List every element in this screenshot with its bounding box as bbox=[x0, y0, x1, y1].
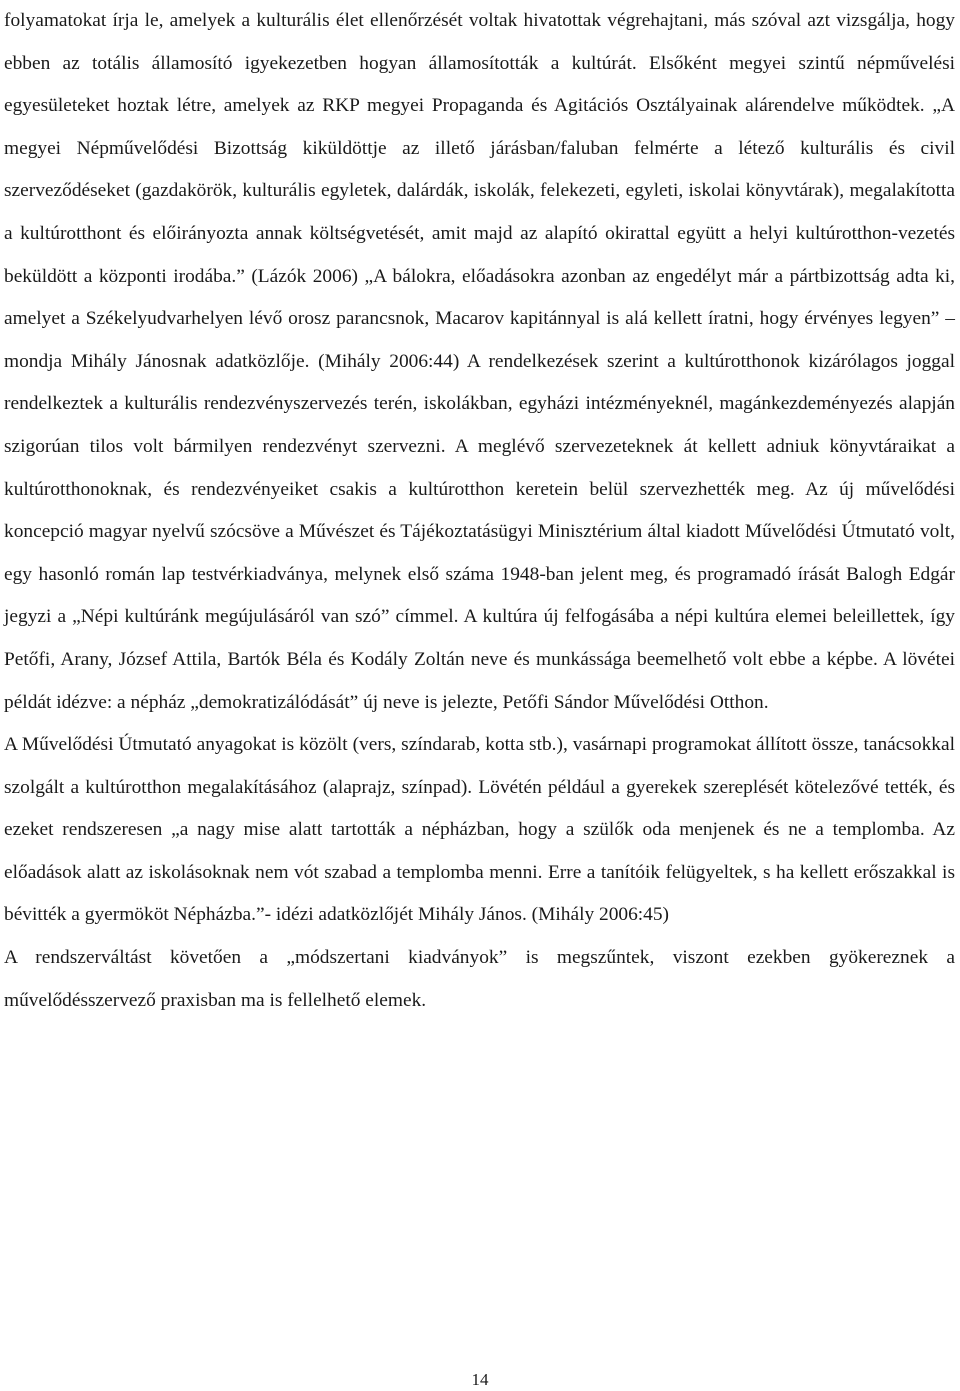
page-number: 14 bbox=[471, 1370, 489, 1389]
paragraph: A rendszerváltást követően a „módszertani kiadványok” is megszűntek, viszont ezekben gyökereznek a művelődésszervező praxisban ma is fellelhető elemek. bbox=[4, 947, 955, 1011]
body-text bbox=[4, 0, 955, 1022]
paragraph: A Művelődési Útmutató anyagokat is közölt (vers, színdarab, kotta stb.), vasárnapi programokat állított össze, tanácsokkal szolgált a kultúrotthon megalakításához (alaprajz, színpad). Lövétén például a gyerekek szereplését kötelezővé tették, és ezeket rendszeresen „a nagy mise alatt tartották a népházban, hogy a szülők oda menjenek és ne a templomba. Az előadások alatt az iskolásoknak nem vót szabad a templomba menni. Erre a tanítóik felügyeltek, s ha kellett erőszakkal is bévitték a gyermököt Népházba.”- idézi adatközlőjét Mihály János. (Mihály 2006:45) bbox=[4, 734, 955, 926]
paragraph: folyamatokat írja le, amelyek a kulturális élet ellenőrzését voltak hivatottak végrehajtani, más szóval azt vizsgálja, hogy ebben az totális államosító igyekezetben hogyan államosították a kultúrát. Elsőként megyei szintű népművelési egyesületeket hoztak létre, amelyek az RKP megyei Propaganda és Agitációs Osztályainak alárendelve működtek. „A megyei Népművelődési Bizottság kiküldöttje az illető járásban/faluban felmérte a létező kulturális és civil szerveződéseket (gazdakörök, kulturális egyletek, dalárdák, iskolák, felekezeti, egyleti, iskolai könyvtárak), megalakította a kultúrotthont és előirányozta annak költségvetését, amit majd az alapító okirattal együtt a helyi kultúrotthon-vezetés beküldött a központi irodába.” (Lázók 2006) „A bálokra, előadásokra azonban az engedélyt már a pártbizottság adta ki, amelyet a Székelyudvarhelyen lévő orosz parancsnok, Macarov kapitánnyal is alá kellett íratni, hogy érvényes legyen” –mondja Mihály Jánosnak adatközlője. (Mihály 2006:44) A rendelkezések szerint a kultúrotthonok kizárólagos joggal rendelkeztek a kulturális rendezvényszervezés terén, iskolákban, egyházi intézményeknél, magánkezdeményezés alapján szigorúan tilos volt bármilyen rendezvényt szervezni. A meglévő szervezeteknek át kellett adniuk könyvtáraikat a kultúrotthonoknak, és rendezvényeiket csakis a kultúrotthon keretein belül szervezhették meg. Az új művelődési koncepció magyar nyelvű szócsöve a Művészet és Tájékoztatásügyi Minisztérium által kiadott Művelődési Útmutató volt, egy hasonló román lap testvérkiadványa, melynek első száma 1948-ban jelent meg, és programadó írását Balogh Edgár jegyzi a „Népi kultúránk megújulásáról van szó” címmel. A kultúra új felfogásába a népi kultúra elemei beleillettek, így Petőfi, Arany, József Attila, Bartók Béla és Kodály Zoltán neve és munkássága beemelhető volt ebbe a képbe. A lövétei példát idézve: a népház „demokratizálódását” új neve is jelezte, Petőfi Sándor Művelődési Otthon. bbox=[4, 10, 955, 713]
